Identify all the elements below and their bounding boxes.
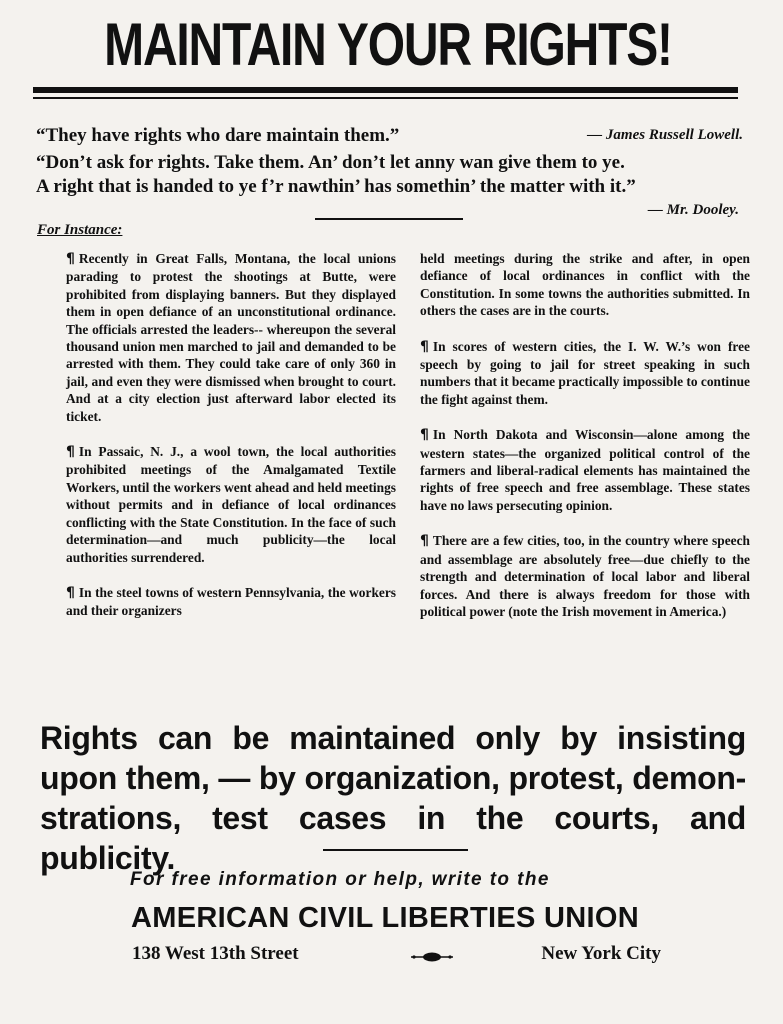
- quote-dooley-attribution: — Mr. Dooley.: [647, 202, 739, 218]
- paragraph-text: There are a few cities, too, in the country where speech and assemblage are absolutely free—due chiefly to the strength and determination of local labor and liberal forces. And there is always freedom for those with political power (note the Irish movement in America.): [420, 533, 750, 619]
- paragraph-text: held meetings during the strike and after, in open defiance of local ordinances in conflict with the Constitution. In some towns the authorities submitted. In others the cases are in the courts.: [420, 251, 750, 319]
- quote-lowell: “They have rights who dare maintain them.”: [36, 125, 400, 146]
- paragraph-text: In Passaic, N. J., a wool town, the local authorities prohibited meetings of the Amalgamated Textile Workers, until the workers went ahead and held meetings without permits and in defiance of local ordinances conflicting with the State Constitution. In the face of such determination—and much publicity—the local authorities surrendered.: [66, 444, 396, 565]
- for-instance-label: For Instance:: [37, 222, 123, 238]
- right-column: [420, 250, 750, 638]
- pilcrow-icon: ¶: [420, 427, 429, 444]
- paragraph-north-dakota: [420, 426, 750, 514]
- pilcrow-icon: ¶: [420, 338, 429, 355]
- pilcrow-icon: ¶: [66, 584, 75, 601]
- city-name: New York City: [541, 943, 661, 964]
- slogan-line-3: strations, test cases in the courts, and publicity.: [40, 800, 746, 876]
- quote-dooley-line-1: “Don’t ask for rights. Take them. An’ don’t let anny wan give them to ye.: [36, 152, 625, 173]
- paragraph-text: Recently in Great Falls, Montana, the local unions parading to protest the shootings at Butte, were prohibited from displaying banners. But they displayed them in open defiance of an unconstitutional ordinance. The officials arrested the leaders-- whereupon the several thousand union men marched to jail and demanded to be arrested with them. They could take care of only 360 in jail, and even they were dismissed when brought to court. And at a city election just afterward labor elected its ticket.: [66, 251, 396, 424]
- title-rule-thin: [33, 97, 738, 99]
- organization-name: AMERICAN CIVIL LIBERTIES UNION: [131, 902, 639, 934]
- paragraph-text: In the steel towns of western Pennsylvania, the workers and their organizers: [66, 584, 396, 619]
- paragraph-passaic: [66, 443, 396, 566]
- rights-slogan: [40, 718, 746, 878]
- slogan-line-2: upon them, — by organization, protest, demon-: [40, 760, 746, 796]
- paragraph-free-cities: [420, 532, 750, 620]
- paragraph-steel-towns-continued: [420, 250, 750, 320]
- quote-dooley-line-2: A right that is handed to ye f’r nawthin’ has somethin’ the matter with it.”: [36, 176, 636, 197]
- title-rule-thick: [33, 87, 738, 93]
- street-address: 138 West 13th Street: [132, 943, 299, 964]
- left-column: [66, 250, 396, 638]
- footer-divider: [323, 849, 468, 851]
- pilcrow-icon: ¶: [66, 251, 75, 267]
- paragraph-great-falls: [66, 250, 396, 425]
- quote-lowell-attribution: — James Russell Lowell.: [587, 127, 743, 143]
- footer-invite: For free information or help, write to the: [130, 869, 550, 890]
- paragraph-text: In North Dakota and Wisconsin—alone among the western states—the organized political control of the farmers and liberal-radical elements has maintained the rights of free speech and free assemblage. These states have no laws persecuting opinion.: [420, 427, 750, 513]
- section-divider: [315, 218, 463, 220]
- paragraph-iww: [420, 338, 750, 409]
- pilcrow-icon: ¶: [420, 533, 429, 550]
- pilcrow-icon: ¶: [66, 444, 75, 461]
- paragraph-text: In scores of western cities, the I. W. W.’s won free speech by going to jail for street speaking in such numbers that it became practically impossible to continue the fight against them.: [420, 338, 750, 407]
- ornament-icon: [409, 950, 455, 964]
- slogan-line-1: Rights can be maintained only by insisting: [40, 720, 746, 756]
- page-title: MAINTAIN YOUR RIGHTS!: [104, 11, 672, 78]
- paragraph-steel-towns: [66, 584, 396, 620]
